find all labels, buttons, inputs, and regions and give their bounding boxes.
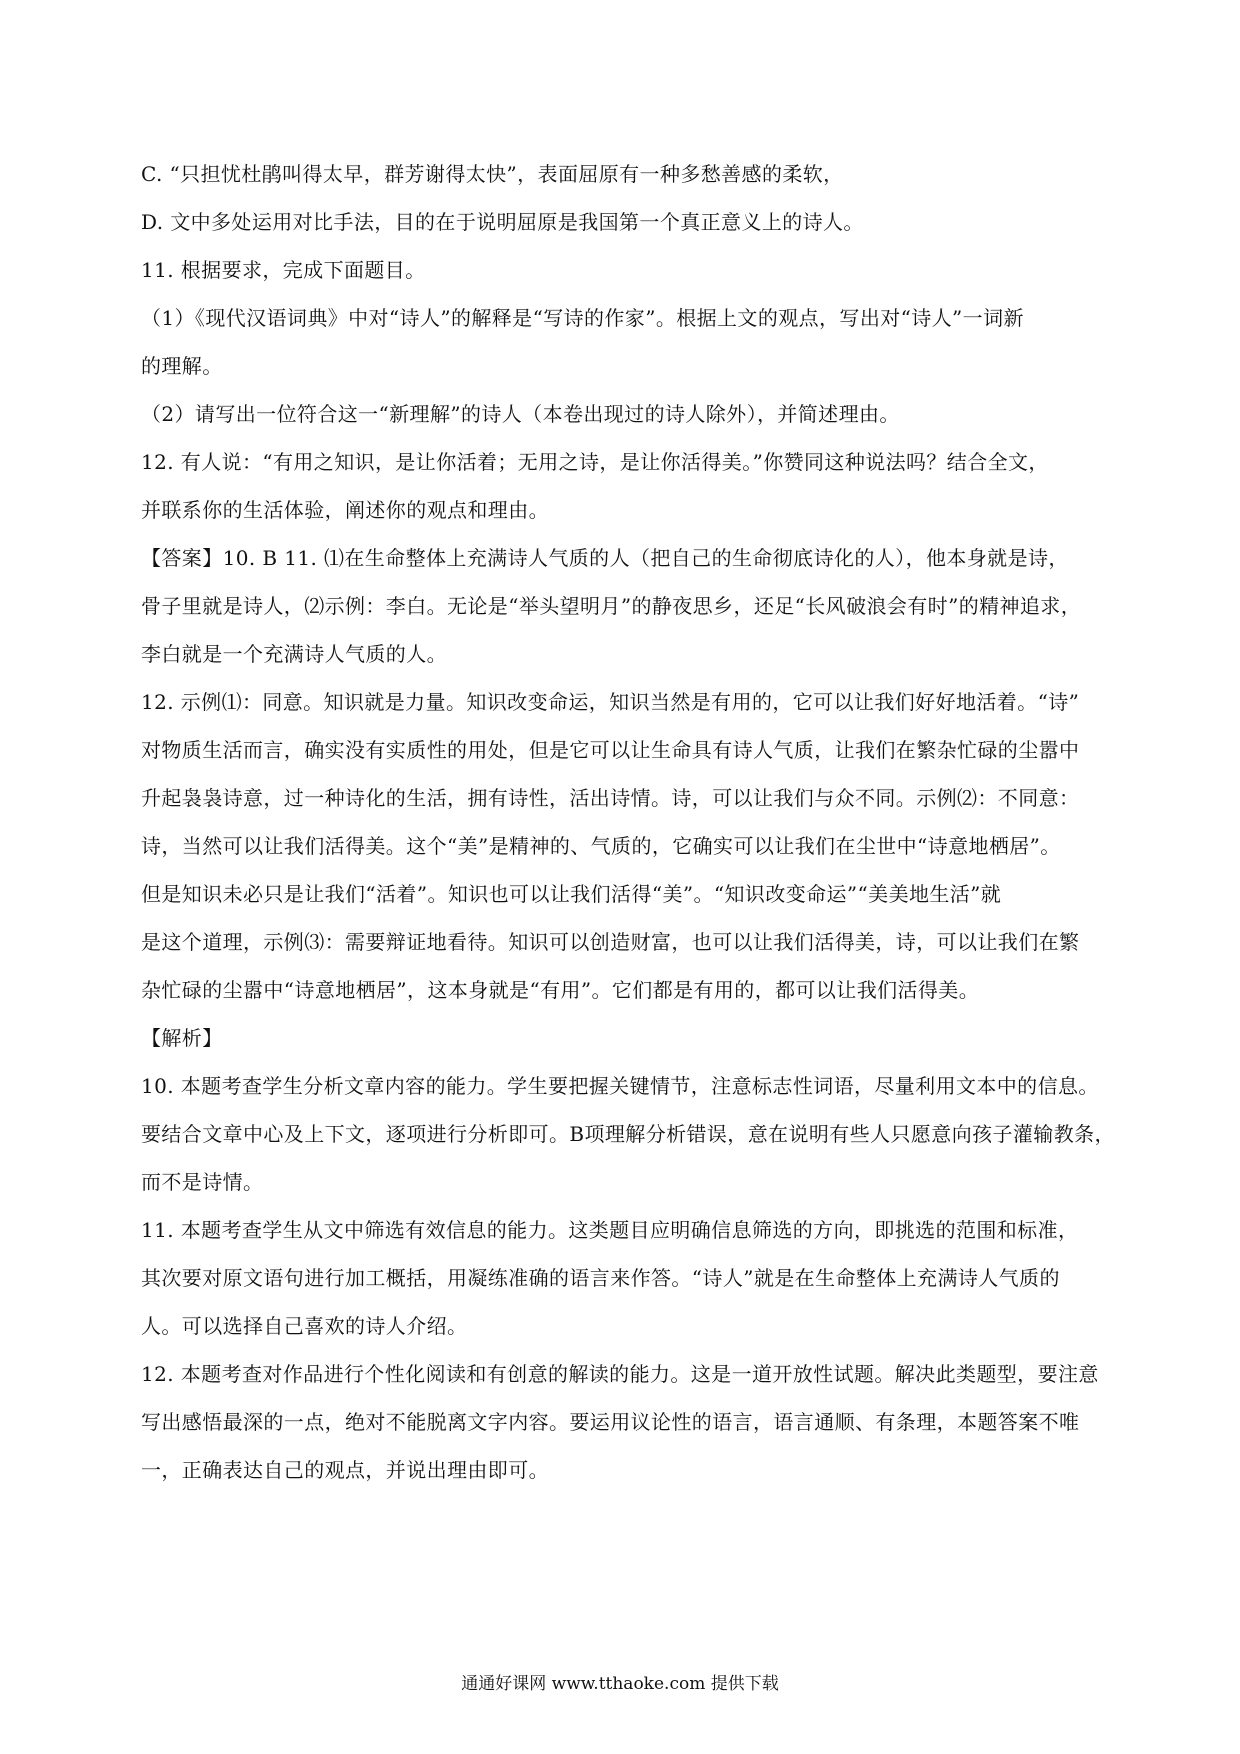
text-line: （1）《现代汉语词典》中对“诗人”的解释是“写诗的作家”。根据上文的观点，写出对“诗人”一词新 [141,306,1024,330]
analysis-line: 要结合文章中心及上下文，逐项进行分析即可。B项理解分析错误，意在说明有些人只愿意向孩子灌输教条， [141,1122,1115,1146]
text-line: 12. 有人说：“有用之知识，是让你活着；无用之诗，是让你活得美。”你赞同这种说法吗？结合全文， [141,450,1049,474]
analysis-line: 其次要对原文语句进行加工概括，用凝练准确的语言来作答。“诗人”就是在生命整体上充满诗人气质的 [141,1266,1060,1290]
text-line: 并联系你的生活体验，阐述你的观点和理由。 [141,498,549,522]
page-footer: 通通好课网 www.tthaoke.com 提供下载 [461,1674,779,1694]
analysis-line: 10. 本题考查学生分析文章内容的能力。学生要把握关键情节，注意标志性词语，尽量利用文本中的信息。 [141,1074,1099,1098]
analysis-line: 而不是诗情。 [141,1170,264,1194]
answer-line: 骨子里就是诗人，⑵示例：李白。无论是“举头望明月”的静夜思乡，还足“长风破浪会有时”的精神追求， [141,594,1082,618]
text-line: 的理解。 [141,354,223,378]
text-line: C. “只担忧杜鹃叫得太早，群芳谢得太快”，表面屈原有一种多愁善感的柔软， [141,162,844,186]
analysis-line: 人。可以选择自己喜欢的诗人介绍。 [141,1314,468,1338]
document-body [141,150,1131,1494]
analysis-line: 一，正确表达自己的观点，并说出理由即可。 [141,1458,549,1482]
analysis-line: 写出感悟最深的一点，绝对不能脱离文字内容。要运用议论性的语言，语言通顺、有条理，本题答案不唯 [141,1410,1080,1434]
answer-line: 【答案】10. B 11. ⑴在生命整体上充满诗人气质的人（把自己的生命彻底诗化的人），他本身就是诗， [141,546,1069,570]
analysis-heading: 【解析】 [141,1026,223,1050]
text-line: 11. 根据要求，完成下面题目。 [141,258,426,282]
text-line: （2）请写出一位符合这一“新理解”的诗人（本卷出现过的诗人除外），并简述理由。 [141,402,900,426]
answer-line: 对物质生活而言，确实没有实质性的用处，但是它可以让生命具有诗人气质，让我们在繁杂忙碌的尘嚣中 [141,738,1080,762]
analysis-line: 12. 本题考查对作品进行个性化阅读和有创意的解读的能力。这是一道开放性试题。解决此类题型，要注意 [141,1362,1099,1386]
answer-line: 升起袅袅诗意，过一种诗化的生活，拥有诗性，活出诗情。诗，可以让我们与众不同。示例⑵：不同意： [141,786,1080,810]
answer-line: 12. 示例⑴：同意。知识就是力量。知识改变命运，知识当然是有用的，它可以让我们好好地活着。“诗” [141,690,1080,714]
answer-line: 李白就是一个充满诗人气质的人。 [141,642,447,666]
answer-line: 杂忙碌的尘嚣中“诗意地栖居”，这本身就是“有用”。它们都是有用的，都可以让我们活得美。 [141,978,980,1002]
analysis-line: 11. 本题考查学生从文中筛选有效信息的能力。这类题目应明确信息筛选的方向，即挑选的范围和标准， [141,1218,1079,1242]
answer-line: 但是知识未必只是让我们“活着”。知识也可以让我们活得“美”。“知识改变命运”“美美地生活”就 [141,882,1002,906]
answer-line: 是这个道理，示例⑶：需要辩证地看待。知识可以创造财富，也可以让我们活得美，诗，可以让我们在繁 [141,930,1080,954]
text-line: D. 文中多处运用对比手法，目的在于说明屈原是我国第一个真正意义上的诗人。 [141,210,864,234]
answer-line: 诗，当然可以让我们活得美。这个“美”是精神的、气质的，它确实可以让我们在尘世中“诗意地栖居”。 [141,834,1061,858]
